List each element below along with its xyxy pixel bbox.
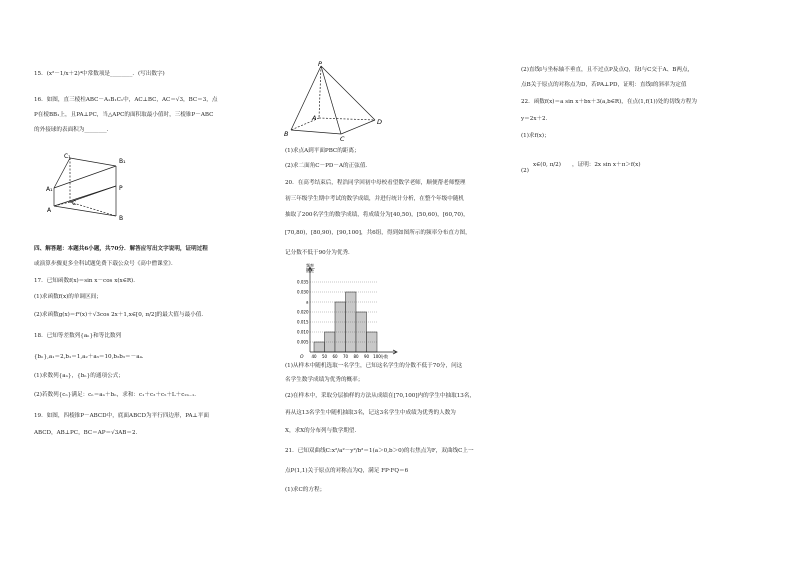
section-4-heading: 或演算步骤更多全科试题免费下载公众号《高中僧课堂》． (34, 261, 177, 267)
question-20-line: 抽取了200名学生的数学成绩，将成绩分为[40,50)，[50,60)，[60,70)， (285, 212, 469, 218)
histogram-y-tick: a (306, 299, 309, 305)
histogram-y-tick: 0.035 (297, 279, 309, 285)
pyramid-label: A (312, 114, 317, 122)
question-21-part: 点B关于原点的对称点为D，若PA⊥PD，证明：直线l的斜率为定值 (521, 82, 687, 88)
frequency-histogram (284, 262, 404, 362)
prism-figure (40, 150, 140, 222)
question-16-line: 16．如图，直三棱柱ABC－A₁B₁C₁中，AC⊥BC，AC＝√3，BC＝3，点 (34, 97, 218, 103)
question-22-line: (1)求f(x)； (521, 133, 550, 139)
histogram-x-tick: 100 (373, 354, 381, 359)
question-18-line: 18．已知等差数列{aₙ}和等比数列 (34, 333, 122, 339)
question-20-part: (2)在样本中，采取分层抽样的方法从成绩在[70,100]内的学生中抽取13名， (285, 393, 476, 399)
question-20-line: 记分数不低于90分为优秀． (285, 250, 354, 256)
section-4-heading: 四、解答题：本题共6小题，共70分．解答应写出文字说明，证明过程 (34, 246, 208, 252)
question-20-part: X，求X的分布列与数学期望． (285, 428, 361, 434)
histogram-y-tick: 0.015 (297, 319, 309, 325)
histogram-x-tick: 80 (353, 354, 359, 359)
question-17-line: (1)求函数f(x)的单调区间； (34, 294, 102, 300)
histogram-x-tick: 60 (332, 354, 338, 359)
histogram-x-tick: 70 (342, 354, 349, 359)
prism-label: C₁ (64, 153, 71, 160)
question-16-line: 的外接球的表面积为________． (34, 127, 113, 133)
question-20-part: 名学生数学成绩为优秀的概率； (285, 377, 364, 383)
question-18-line: (2)若数列{cₙ}满足：cₙ＝aₙ＋bₙ，求和：c₁＋c₃＋c₅＋L＋c₂ₙ₋₁． (34, 392, 200, 398)
question-22-part-prefix: (2) (521, 168, 529, 174)
question-20-line: [70,80)，[80,90)，[90,100]，共6组，得到如图所示的频率分布直方图， (285, 230, 471, 236)
pyramid-label: C (340, 135, 345, 142)
histogram-y-tick: 0.005 (297, 339, 309, 345)
histogram-y-tick: 0.020 (297, 309, 309, 315)
histogram-origin: O (300, 355, 304, 360)
histogram-bar (335, 302, 346, 352)
question-19-part: (1)求点A到平面PBC的距离； (285, 148, 360, 154)
question-16-line: P在棱BB₁上，且PA⊥PC，当△APC的面积取最小值时，三棱锥P－ABC (34, 112, 214, 118)
histogram-y-tick: 0.010 (297, 329, 309, 335)
histogram-xlabel: 分数 (380, 354, 388, 359)
prism-label: P (119, 185, 123, 192)
question-18-line: (1)求数列{aₙ}，{bₙ}的通项公式； (34, 373, 124, 379)
histogram-ylabel: 组距 (306, 268, 314, 273)
question-20-part: (1)从样本中随机选取一名学生，已知这名学生的分数不低于70分，问这 (285, 363, 463, 369)
question-19-line: ABCD，AB⊥PC，BC＝AP＝√3AB＝2． (34, 430, 142, 436)
question-21-part: (2)直线l与坐标轴不垂直，且不过点P及点Q，设l与C交于A、B两点， (521, 67, 694, 73)
histogram-ylabel: 频率 (306, 263, 314, 268)
question-21-line: 点P(1,1)关于原点的对称点为Q，满足 FP·FQ＝6 (285, 468, 409, 474)
pyramid-label: P (318, 60, 322, 68)
question-17-line: (2)求函数g(x)＝f²(x)＋√3cos 2x＋1,x∈[0, π/2]的最大值与最小值． (34, 312, 207, 318)
prism-label: B₁ (119, 158, 126, 165)
question-15: 15．(x²－1/x＋2)⁴中常数项是________．(写出数字) (34, 71, 165, 77)
question-20-line: 初三年级学生期中考试的数学成绩，并进行统计分析，在整个年级中随机 (285, 196, 465, 202)
histogram-bar (314, 342, 325, 352)
histogram-x-tick: 40 (311, 354, 317, 359)
question-22-domain: x∈(0, π/2) (533, 162, 561, 168)
question-22-line: 22．函数f(x)＝a sin x＋bx＋3(a,b∈R)，在点(1,f(1))处的切线方程为 (521, 99, 697, 105)
question-22-claim: ，证明：2x sin x＋π＞f(x) (572, 162, 641, 168)
histogram-x-tick: 90 (363, 354, 370, 359)
question-18-line: {bₙ},a₁＝2,b₁＝1,a₂＋a₃＝10,b₂b₃＝－a₄． (34, 354, 148, 360)
prism-label: A (47, 207, 52, 214)
question-19-line: 19．如图，四棱锥P－ABCD中，底面ABCD为平行四边形，PA⊥平面 (34, 413, 209, 419)
question-20-part: 再从这13名学生中随机抽取3名，记这3名学生中成绩为优秀的人数为 (285, 410, 456, 416)
histogram-x-tick: 50 (321, 354, 328, 359)
pyramid-label: B (284, 130, 289, 138)
question-19-part: (2)求二面角C－PD－A的正弦值． (285, 163, 372, 169)
prism-label: C (72, 200, 77, 207)
prism-label: B (119, 215, 124, 222)
question-21-line: (1)求C的方程； (285, 487, 326, 493)
question-20-line: 20．在高考结束后，程浩同学回初中母校看望数学老师，顺便帮老师整理 (285, 180, 466, 186)
pyramid-figure (283, 60, 388, 142)
question-22-line: y＝2x＋2． (521, 116, 552, 122)
question-21-line: 21．已知双曲线C:x²/a²－y²/b²＝1(a＞0,b＞0)的右焦点为F，双曲线C上一 (285, 448, 474, 454)
prism-label: A₁ (46, 186, 53, 193)
question-17-line: 17．已知函数f(x)＝sin x－cos x(x∈R)． (34, 278, 139, 284)
histogram-y-tick: 0.030 (297, 289, 309, 295)
pyramid-label: D (377, 118, 383, 126)
